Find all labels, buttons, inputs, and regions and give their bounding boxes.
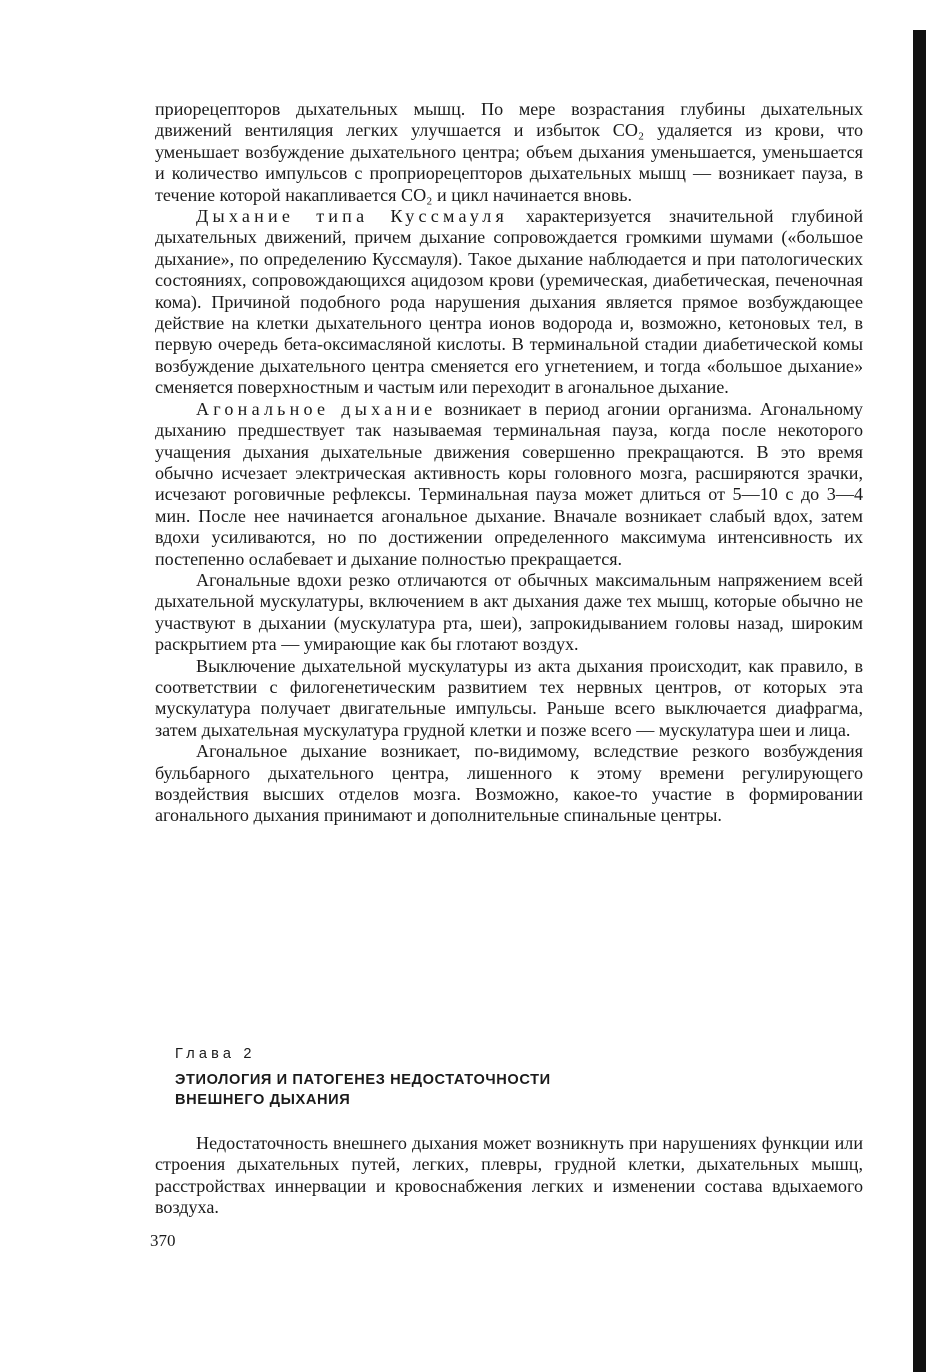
paragraph-agonal [155,399,863,570]
term-agonal: Агональное дыхание [196,398,437,419]
page-number: 370 [150,1231,176,1250]
chapter-label: Глава 2 [175,1046,256,1062]
chapter-title-line-2: ВНЕШНЕГО ДЫХАНИЯ [175,1092,351,1108]
body-text [155,99,863,827]
paragraph-continuation: приорецепторов дыхательных мышц. По мере возрастания глубины дыхательных движений вентиляция легких улучшается и избыток CO₂ удаляется из крови, что уменьшает возбуждение дыхательного центра; объем дыхания уменьшается, уменьшается и количество импульсов с проприорецепторов дыхательных мышц — возникает пауза, в течение которой накапливается CO₂ и цикл начинается вновь. [155,99,863,205]
chapter-title-line-1: ЭТИОЛОГИЯ И ПАТОГЕНЕЗ НЕДОСТАТОЧНОСТИ [175,1072,551,1088]
paragraph-agonal-body: возникает в период агонии организма. Агональному дыханию предшествует так называемая терминальная пауза, когда после некоторого учащения дыхания дыхательные движения совершенно прекращаются. В это время обычно исчезает электрическая активность коры головного мозга, расширяются зрачки, исчезают роговичные рефлексы. Терминальная пауза может длиться от 5—10 с до 3—4 мин. После нее начинается агональное дыхание. Вначале возникает слабый вдох, затем вдохи усиливаются, но по достижении определенного максимума интенсивность их постепенно ослабевает и дыхание полностью прекращается. [155,398,863,569]
chapter-title [175,1070,551,1110]
paragraph-muscle-shutdown: Выключение дыхательной мускулатуры из акта дыхания происходит, как правило, в соответствии с филогенетическим развитием тех нервных центров, от которых эта мускулатура получает двигательные импульсы. Раньше всего выключается диафрагма, затем дыхательная мускулатура грудной клетки и позже всего — мускулатура шеи и лица. [155,655,863,740]
paragraph-kussmaul-body: характеризуется значительной глубиной дыхательных движений, причем дыхание сопровождается громкими шумами («большое дыхание», по определению Куссмауля). Такое дыхание наблюдается и при патологических состояниях, сопровождающихся ацидозом крови (уремическая, диабетическая, печеночная кома). Причиной подобного рода нарушения дыхания является прямое возбуждающее действие на клетки дыхательного центра ионов водорода и, возможно, кетоновых тел, в первую очередь бета-оксимасляной кислоты. В терминальной стадии диабетической комы возбуждение дыхательного центра сменяется его угнетением, и тогда «большое дыхание» сменяется поверхностным и частым или переходит в агональное дыхание. [155,206,863,398]
paragraph-agonal-breaths: Агональные вдохи резко отличаются от обычных максимальным напряжением всей дыхательной мускулатуры, включением в акт дыхания даже тех мышц, которые обычно не участвуют в дыхании (мускулатура рта, шеи), запрокидыванием головы назад, широким раскрытием рта — умирающие как бы глотают воздух. [155,569,863,655]
scan-edge-shadow [913,30,926,1372]
paragraph-kussmaul [155,206,863,399]
term-kussmaul: Дыхание типа Куссмауля [196,206,509,227]
chapter-intro [155,1133,863,1219]
paragraph-agonal-cause: Агональное дыхание возникает, по-видимому, вследствие резкого возбуждения бульбарного дыхательного центра, лишенного к этому времени регулирующего воздействия высших отделов мозга. Возможно, какое-то участие в формировании агонального дыхания принимают и дополнительные спинальные центры. [155,741,863,826]
paragraph-intro: Недостаточность внешнего дыхания может возникнуть при нарушениях функции или строения дыхательных путей, легких, плевры, грудной клетки, дыхательных мышц, расстройствах иннервации и кровоснабжения легких и изменении состава вдыхаемого воздуха. [155,1133,863,1218]
